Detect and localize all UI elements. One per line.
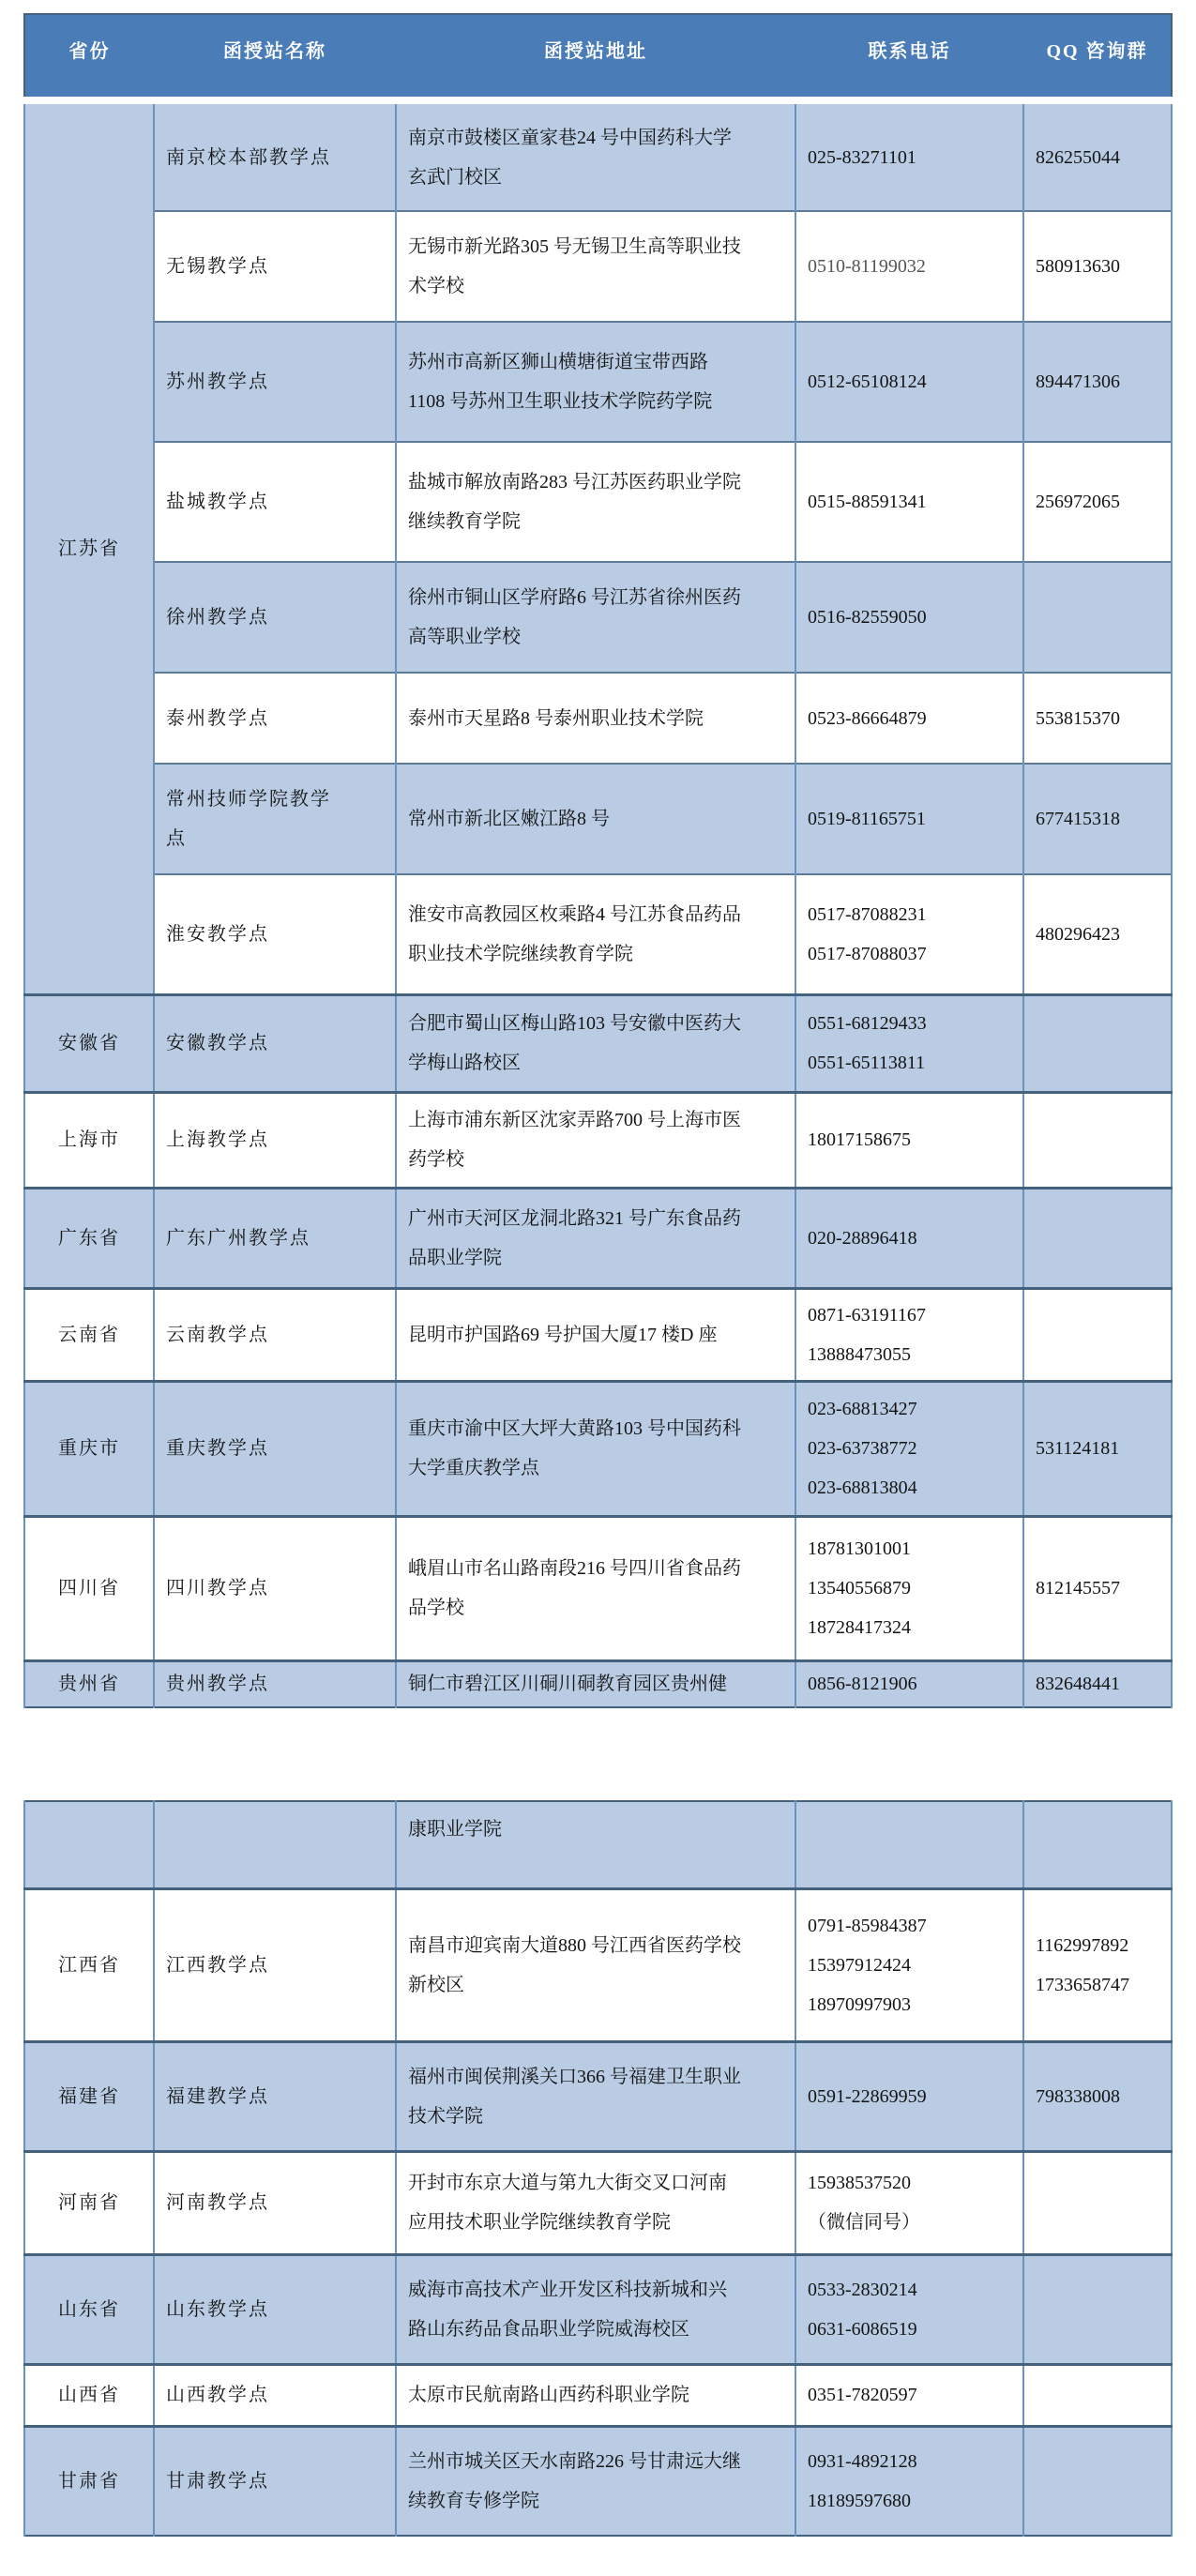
table-row-shandong xyxy=(24,2254,1172,2364)
cell-station-name-line: 福建教学点 xyxy=(166,2085,269,2107)
cell-qq-group-line: 1733658747 xyxy=(1036,1974,1129,1995)
cell-qq-group xyxy=(1023,1092,1172,1188)
cell-station-name xyxy=(154,874,396,994)
cell-station-address-line: 学梅山路校区 xyxy=(408,1053,521,1073)
cell-qq-group-line: 580913630 xyxy=(1036,256,1120,277)
cell-station-name xyxy=(154,1801,396,1888)
cell-contact-phone xyxy=(795,1288,1023,1381)
cell-station-address-line: 南京市鼓楼区童家巷24 号中国药科大学 xyxy=(408,127,732,148)
cell-station-address-line: 品职业学院 xyxy=(408,1247,502,1268)
cell-qq-group xyxy=(1023,1188,1172,1288)
cell-station-address-line: 技术学院 xyxy=(408,2105,483,2127)
cell-contact-phone-line: 18017158675 xyxy=(808,1129,911,1150)
cell-station-name-line: 盐城教学点 xyxy=(166,492,269,512)
cell-station-address-line: 铜仁市碧江区川硐川硐教育园区贵州健 xyxy=(408,1674,727,1695)
cell-contact-phone xyxy=(795,1888,1023,2041)
cell-station-address xyxy=(396,1381,795,1516)
cell-station-address-line: 南昌市迎宾南大道880 号江西省医药学校 xyxy=(408,1934,741,1956)
cell-station-address-line: 徐州市铜山区学府路6 号江苏省徐州医药 xyxy=(408,587,741,608)
table-row-guangdong xyxy=(24,1188,1172,1288)
cell-station-name-line: 重庆教学点 xyxy=(166,1438,269,1459)
cell-station-address xyxy=(396,442,795,562)
cell-station-address-line: 开封市东京大道与第九大街交叉口河南 xyxy=(408,2173,727,2193)
cell-province: 江苏省 xyxy=(24,100,154,994)
cell-qq-group xyxy=(1023,1516,1172,1660)
cell-station-address xyxy=(396,2364,795,2426)
cell-station-name xyxy=(154,2364,396,2426)
cell-station-address xyxy=(396,764,795,874)
cell-station-name-line: 点 xyxy=(166,828,187,849)
cell-station-name-line: 四川教学点 xyxy=(166,1578,269,1599)
cell-station-address-line: 泰州市天星路8 号泰州职业技术学院 xyxy=(408,707,704,729)
table-row-shanxi xyxy=(24,2364,1172,2426)
cell-contact-phone-line: 0523-86664879 xyxy=(808,707,927,729)
cell-contact-phone xyxy=(795,673,1023,764)
cell-station-name xyxy=(154,2426,396,2536)
cell-station-address-line: 合肥市蜀山区梅山路103 号安徽中医药大 xyxy=(408,1013,741,1034)
table-row-yunnan xyxy=(24,1288,1172,1381)
cell-station-name-line: 南京校本部教学点 xyxy=(166,146,331,168)
cell-contact-phone xyxy=(795,2364,1023,2426)
cell-station-address xyxy=(396,1888,795,2041)
cell-province: 安徽省 xyxy=(24,994,154,1092)
cell-station-name-line: 徐州教学点 xyxy=(166,607,269,628)
table-row-suzhou xyxy=(24,322,1172,442)
cell-station-address-line: 淮安市高教园区枚乘路4 号江苏食品药品 xyxy=(408,903,741,925)
cell-station-address xyxy=(396,2426,795,2536)
cell-station-name-line: 山东教学点 xyxy=(166,2298,269,2320)
cell-station-address-line: 高等职业学校 xyxy=(408,627,521,647)
cell-contact-phone-line: 0533-2830214 xyxy=(808,2279,917,2300)
cell-contact-phone-line: 18728417324 xyxy=(808,1617,911,1638)
cell-contact-phone-line: 0871-63191167 xyxy=(808,1304,926,1326)
cell-contact-phone xyxy=(795,2041,1023,2151)
cell-contact-phone xyxy=(795,994,1023,1092)
cell-province: 福建省 xyxy=(24,2041,154,2151)
cell-station-name-line: 江西教学点 xyxy=(166,1954,269,1976)
cell-contact-phone-line: 0591-22869959 xyxy=(808,2085,927,2107)
cell-province: 贵州省 xyxy=(24,1660,154,1707)
cell-qq-group-line: 1162997892 xyxy=(1036,1934,1129,1956)
cell-station-address xyxy=(396,874,795,994)
cell-qq-group xyxy=(1023,1381,1172,1516)
cell-contact-phone-line: 023-68813427 xyxy=(808,1399,917,1419)
cell-contact-phone-line: 13540556879 xyxy=(808,1578,911,1599)
cell-qq-group-line: 677415318 xyxy=(1036,809,1120,829)
cell-contact-phone xyxy=(795,764,1023,874)
cell-station-name-line: 常州技师学院教学 xyxy=(166,789,331,810)
cell-station-name-line: 贵州教学点 xyxy=(166,1674,269,1695)
cell-station-address-line: 兰州市城关区天水南路226 号甘肃远大继 xyxy=(408,2450,741,2472)
cell-qq-group-line: 798338008 xyxy=(1036,2085,1120,2107)
cell-station-address-line: 1108 号苏州卫生职业技术学院药学院 xyxy=(408,391,713,412)
cell-qq-group-line: 812145557 xyxy=(1036,1578,1120,1599)
cell-station-name xyxy=(154,1516,396,1660)
cell-station-name-line: 安徽教学点 xyxy=(166,1033,269,1053)
cell-contact-phone xyxy=(795,874,1023,994)
cell-province: 重庆市 xyxy=(24,1381,154,1516)
column-header-4: QQ 咨询群 xyxy=(1023,14,1172,100)
table-row-guizhou xyxy=(24,1660,1172,1707)
cell-station-name xyxy=(154,1188,396,1288)
table-row-henan xyxy=(24,2151,1172,2254)
cell-contact-phone xyxy=(795,100,1023,211)
cell-contact-phone xyxy=(795,2151,1023,2254)
cell-qq-group xyxy=(1023,322,1172,442)
cell-contact-phone xyxy=(795,442,1023,562)
cell-contact-phone-line: 0510-81199032 xyxy=(808,256,926,277)
cell-contact-phone-line: 0631-6086519 xyxy=(808,2318,917,2340)
cell-contact-phone-line: 0516-82559050 xyxy=(808,607,927,628)
cell-station-address-line: 大学重庆教学点 xyxy=(408,1458,539,1478)
cell-contact-phone-line: 0931-4892128 xyxy=(808,2450,917,2472)
table-row-yancheng xyxy=(24,442,1172,562)
cell-contact-phone-line: 18781301001 xyxy=(808,1538,911,1559)
cell-station-address xyxy=(396,673,795,764)
cell-qq-group xyxy=(1023,1660,1172,1707)
cell-qq-group xyxy=(1023,994,1172,1092)
cell-contact-phone xyxy=(795,211,1023,322)
cell-contact-phone-line: 0791-85984387 xyxy=(808,1915,927,1936)
cell-contact-phone xyxy=(795,1801,1023,1888)
cell-station-address-line: 盐城市解放南路283 号江苏医药职业学院 xyxy=(408,472,741,492)
column-header-3: 联系电话 xyxy=(795,14,1023,100)
cell-contact-phone xyxy=(795,1381,1023,1516)
cell-station-address xyxy=(396,2151,795,2254)
cell-station-address-line: 药学校 xyxy=(408,1149,464,1170)
cell-station-name-line: 泰州教学点 xyxy=(166,707,269,729)
cell-province: 江西省 xyxy=(24,1888,154,2041)
cell-station-name-line: 河南教学点 xyxy=(166,2192,269,2213)
cell-station-address xyxy=(396,100,795,211)
cell-qq-group-line: 553815370 xyxy=(1036,707,1120,729)
cell-province: 云南省 xyxy=(24,1288,154,1381)
cell-station-address xyxy=(396,1660,795,1707)
cell-province: 广东省 xyxy=(24,1188,154,1288)
column-header-2: 函授站地址 xyxy=(396,14,795,100)
cell-contact-phone-line: （微信同号） xyxy=(808,2212,920,2233)
table-row-shanghai xyxy=(24,1092,1172,1188)
cell-contact-phone-line: 0856-8121906 xyxy=(808,1674,917,1695)
cell-station-address-line: 福州市闽侯荆溪关口366 号福建卫生职业 xyxy=(408,2066,741,2087)
cell-station-address xyxy=(396,1188,795,1288)
table-row-gansu xyxy=(24,2426,1172,2536)
cell-contact-phone-line: 025-83271101 xyxy=(808,146,916,168)
cell-qq-group-line: 894471306 xyxy=(1036,371,1120,392)
cell-qq-group xyxy=(1023,764,1172,874)
cell-station-address-line: 威海市高技术产业开发区科技新城和兴 xyxy=(408,2279,727,2300)
cell-contact-phone-line: 0517-87088231 xyxy=(808,903,927,925)
cell-contact-phone-line: 15938537520 xyxy=(808,2173,911,2193)
cell-qq-group xyxy=(1023,442,1172,562)
table-row-wuxi xyxy=(24,211,1172,322)
cell-station-address-line: 峨眉山市名山路南段216 号四川省食品药 xyxy=(408,1558,741,1579)
cell-station-name-line: 山西教学点 xyxy=(166,2385,269,2405)
cell-contact-phone xyxy=(795,1092,1023,1188)
cell-qq-group xyxy=(1023,1888,1172,2041)
cell-qq-group xyxy=(1023,211,1172,322)
cell-qq-group xyxy=(1023,2364,1172,2426)
cell-station-address-line: 应用技术职业学院继续教育学院 xyxy=(408,2212,671,2233)
cell-province: 河南省 xyxy=(24,2151,154,2254)
cell-station-name xyxy=(154,2041,396,2151)
cell-qq-group-line: 832648441 xyxy=(1036,1674,1120,1695)
cell-station-address-line: 常州市新北区嫩江路8 号 xyxy=(408,809,610,829)
cell-station-name xyxy=(154,211,396,322)
cell-qq-group xyxy=(1023,2254,1172,2364)
cell-contact-phone-line: 023-63738772 xyxy=(808,1438,917,1459)
cell-station-name-line: 苏州教学点 xyxy=(166,371,269,392)
cell-station-address-line: 职业技术学院继续教育学院 xyxy=(408,943,633,964)
cell-province: 山东省 xyxy=(24,2254,154,2364)
cell-contact-phone xyxy=(795,2254,1023,2364)
cell-qq-group xyxy=(1023,2151,1172,2254)
cell-station-name xyxy=(154,100,396,211)
cell-contact-phone xyxy=(795,1660,1023,1707)
cell-station-address xyxy=(396,1516,795,1660)
cell-station-name xyxy=(154,764,396,874)
table-row-guizhou-continued xyxy=(24,1801,1172,1888)
cell-station-address-line: 术学校 xyxy=(408,276,464,296)
table-row-sichuan xyxy=(24,1516,1172,1660)
cell-station-name xyxy=(154,562,396,673)
cell-station-address xyxy=(396,211,795,322)
cell-province: 四川省 xyxy=(24,1516,154,1660)
table-row-fujian xyxy=(24,2041,1172,2151)
cell-station-name xyxy=(154,2254,396,2364)
table-row-xuzhou xyxy=(24,562,1172,673)
cell-station-address xyxy=(396,1092,795,1188)
cell-station-address-line: 苏州市高新区狮山横塘街道宝带西路 xyxy=(408,352,708,372)
cell-contact-phone-line: 0551-68129433 xyxy=(808,1013,927,1034)
cell-station-name xyxy=(154,994,396,1092)
cell-station-address xyxy=(396,562,795,673)
cell-qq-group-line: 531124181 xyxy=(1036,1438,1120,1459)
cell-qq-group xyxy=(1023,100,1172,211)
cell-station-address xyxy=(396,322,795,442)
cell-contact-phone-line: 18970997903 xyxy=(808,1993,911,2015)
cell-contact-phone xyxy=(795,322,1023,442)
cell-station-name xyxy=(154,673,396,764)
cell-contact-phone-line: 0515-88591341 xyxy=(808,492,927,512)
cell-province xyxy=(24,1801,154,1888)
cell-qq-group xyxy=(1023,1288,1172,1381)
cell-qq-group xyxy=(1023,1801,1172,1888)
cell-contact-phone xyxy=(795,1516,1023,1660)
cell-contact-phone-line: 0512-65108124 xyxy=(808,371,927,392)
table-row-nanjing xyxy=(24,100,1172,211)
cell-contact-phone-line: 0551-65113811 xyxy=(808,1053,926,1073)
cell-station-address-line: 续教育专修学院 xyxy=(408,2490,539,2511)
cell-station-address xyxy=(396,2041,795,2151)
cell-contact-phone xyxy=(795,1188,1023,1288)
cell-qq-group-line: 256972065 xyxy=(1036,492,1120,512)
cell-station-address xyxy=(396,994,795,1092)
table-row-changzhou xyxy=(24,764,1172,874)
cell-station-name-line: 甘肃教学点 xyxy=(166,2470,269,2492)
cell-qq-group xyxy=(1023,874,1172,994)
cell-contact-phone-line: 0519-81165751 xyxy=(808,809,926,829)
cell-qq-group xyxy=(1023,2041,1172,2151)
cell-station-address-line: 广州市天河区龙洞北路321 号广东食品药 xyxy=(408,1207,741,1229)
column-header-0: 省份 xyxy=(24,14,154,100)
cell-station-address-line: 继续教育学院 xyxy=(408,511,521,532)
cell-contact-phone xyxy=(795,562,1023,673)
cell-contact-phone xyxy=(795,2426,1023,2536)
cell-station-address-line: 无锡市新光路305 号无锡卫生高等职业技 xyxy=(408,236,741,257)
cell-contact-phone-line: 15397912424 xyxy=(808,1954,911,1976)
cell-station-name-line: 无锡教学点 xyxy=(166,256,269,277)
cell-station-name xyxy=(154,1381,396,1516)
cell-contact-phone-line: 023-68813804 xyxy=(808,1477,917,1498)
cell-province: 山西省 xyxy=(24,2364,154,2426)
cell-station-name-line: 广东广州教学点 xyxy=(166,1227,310,1249)
cell-contact-phone-line: 020-28896418 xyxy=(808,1227,917,1249)
table-row-chongqing xyxy=(24,1381,1172,1516)
cell-station-address-line: 重庆市渝中区大坪大黄路103 号中国药科 xyxy=(408,1418,741,1439)
cell-station-address-line: 昆明市护国路69 号护国大厦17 楼D 座 xyxy=(408,1324,718,1345)
cell-qq-group-line: 480296423 xyxy=(1036,923,1120,945)
cell-station-address-line: 太原市民航南路山西药科职业学院 xyxy=(408,2385,689,2405)
column-header-1: 函授站名称 xyxy=(154,14,396,100)
cell-station-name-line: 云南教学点 xyxy=(166,1324,269,1345)
table-row-anhui xyxy=(24,994,1172,1092)
cell-province: 上海市 xyxy=(24,1092,154,1188)
cell-contact-phone-line: 13888473055 xyxy=(808,1343,911,1365)
cell-qq-group xyxy=(1023,562,1172,673)
cell-contact-phone-line: 18189597680 xyxy=(808,2490,911,2511)
cell-station-name xyxy=(154,1092,396,1188)
cell-contact-phone-line: 0351-7820597 xyxy=(808,2385,917,2405)
cell-station-name xyxy=(154,2151,396,2254)
correspondence-stations-table-2 xyxy=(23,1800,1173,2537)
cell-station-name-line: 淮安教学点 xyxy=(166,923,269,945)
cell-station-name xyxy=(154,1288,396,1381)
correspondence-stations-table-1 xyxy=(23,13,1173,1708)
cell-station-address-line: 康职业学院 xyxy=(408,1819,502,1840)
header-row xyxy=(24,14,1172,100)
cell-station-address xyxy=(396,2254,795,2364)
cell-station-address xyxy=(396,1288,795,1381)
table-row-huaian xyxy=(24,874,1172,994)
cell-province: 甘肃省 xyxy=(24,2426,154,2536)
cell-station-name-line: 上海教学点 xyxy=(166,1129,269,1150)
cell-station-name xyxy=(154,322,396,442)
cell-qq-group xyxy=(1023,2426,1172,2536)
cell-qq-group xyxy=(1023,673,1172,764)
cell-station-address-line: 新校区 xyxy=(408,1974,464,1995)
cell-station-name xyxy=(154,442,396,562)
cell-station-address xyxy=(396,1801,795,1888)
cell-station-address-line: 上海市浦东新区沈家弄路700 号上海市医 xyxy=(408,1110,741,1130)
table-row-jiangxi xyxy=(24,1888,1172,2041)
cell-station-address-line: 路山东药品食品职业学院威海校区 xyxy=(408,2318,689,2340)
cell-station-name xyxy=(154,1660,396,1707)
cell-station-address-line: 玄武门校区 xyxy=(408,166,502,188)
cell-station-address-line: 品学校 xyxy=(408,1598,464,1618)
table-row-taizhou xyxy=(24,673,1172,764)
cell-qq-group-line: 826255044 xyxy=(1036,146,1120,168)
cell-station-name xyxy=(154,1888,396,2041)
cell-contact-phone-line: 0517-87088037 xyxy=(808,943,927,964)
